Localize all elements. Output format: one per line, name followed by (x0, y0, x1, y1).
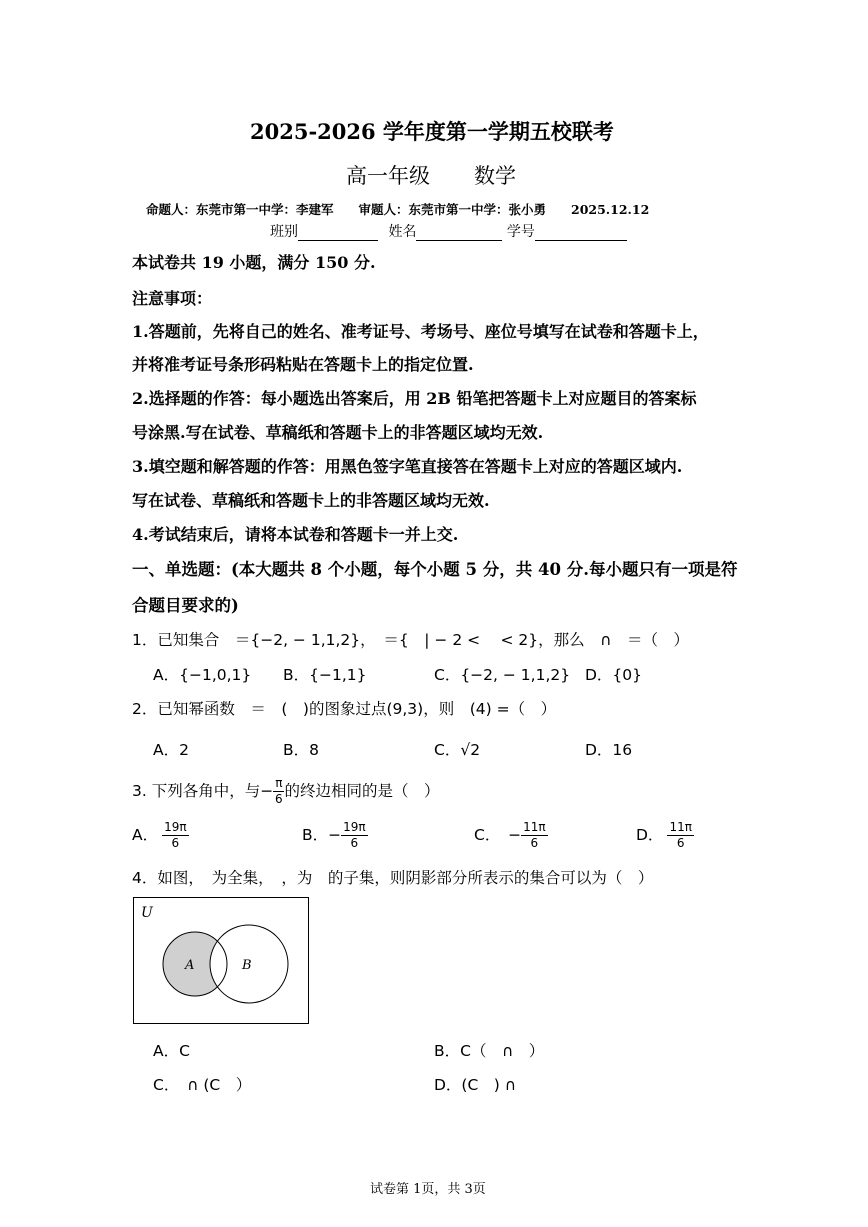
q4-option-b[interactable]: B．C（ ∩ ） (434, 1042, 545, 1060)
q1-stem: 1．已知集合 ＝{−2, − 1,1,2}， ＝{ | − 2 < < 2}，那么 ∩ ＝（ ） (132, 631, 690, 649)
note-2-line-1: 2.选择题的作答：每小题选出答案后，用 2B 铅笔把答题卡上对应题目的答案标 (132, 389, 697, 408)
exam-summary: 本试卷共 19 小题，满分 150 分. (132, 253, 376, 272)
q2-option-a[interactable]: A．2 (153, 741, 189, 759)
q3-a-num: 19π (164, 820, 187, 834)
page-footer: 试卷第 1页，共 3页 (370, 1182, 486, 1197)
q2-option-c-value: √2 (460, 741, 481, 759)
q3-option-d-label: D． (636, 826, 664, 844)
q3-option-c-fraction (521, 820, 548, 851)
q4-option-d[interactable]: D．(C ) ∩ (434, 1076, 517, 1094)
q3-d-den: 6 (676, 836, 685, 850)
q3-stem (132, 776, 439, 807)
section-1-heading-line-2: 合题目要求的) (132, 596, 239, 615)
id-field[interactable] (535, 226, 627, 241)
q3-c-num: 11π (523, 820, 546, 834)
q3-a-den: 6 (171, 836, 180, 850)
subject-label: 数学 (474, 164, 516, 188)
note-3-line-1: 3.填空题和解答题的作答：用黑色签字笔直接答在答题卡上对应的答题区域内. (132, 457, 683, 476)
q2-option-c-label: C． (434, 741, 461, 759)
grade-label: 高一年级 (346, 164, 430, 188)
q3-stem-den: 6 (275, 792, 283, 806)
q3-option-a-fraction (162, 820, 189, 851)
q2-option-d[interactable]: D．16 (585, 741, 633, 759)
q4-option-c[interactable]: C． ∩ (C ） (153, 1076, 252, 1094)
q3-stem-post: 的终边相同的是（ ） (284, 782, 440, 800)
student-info-line (270, 221, 627, 241)
note-2-line-2: 号涂黑.写在试卷、草稿纸和答题卡上的非答题区域均无效. (132, 423, 544, 442)
q3-c-den: 6 (530, 836, 539, 850)
q3-option-d-fraction (667, 820, 694, 851)
authors-line: 命题人：东莞市第一中学：李建军 审题人：东莞市第一中学：张小勇 2025.12.12 (146, 202, 650, 217)
venn-label-b: B (242, 958, 252, 973)
q3-option-c-label: C． − (474, 826, 522, 844)
q3-b-num: 19π (343, 820, 366, 834)
venn-diagram (133, 897, 310, 1025)
venn-label-a: A (185, 958, 195, 973)
q3-option-d[interactable] (636, 820, 694, 851)
q2-option-c[interactable] (434, 738, 480, 760)
q3-stem-pre: 3. 下列各角中，与− (132, 782, 274, 800)
q1-option-c[interactable]: C．{−2, − 1,1,2} (434, 666, 571, 684)
q3-stem-num: π (275, 776, 283, 790)
note-1-line-1: 1.答题前，先将自己的姓名、准考证号、考场号、座位号填写在试卷和答题卡上， (132, 322, 709, 341)
notes-title: 注意事项： (132, 289, 213, 308)
q3-option-c[interactable] (474, 820, 548, 851)
q3-option-b-fraction (341, 820, 368, 851)
q3-option-b-label: B．− (302, 826, 342, 844)
note-1-line-2: 并将准考证号条形码粘贴在答题卡上的指定位置. (132, 355, 474, 374)
q1-option-b[interactable]: B．{−1,1} (283, 666, 367, 684)
q3-b-den: 6 (350, 836, 359, 850)
note-3-line-2: 写在试卷、草稿纸和答题卡上的非答题区域均无效. (132, 491, 490, 510)
exam-title: 2025-2026 学年度第一学期五校联考 (250, 119, 614, 144)
class-label: 班别 (270, 224, 298, 240)
q3-option-a-label: A． (132, 826, 159, 844)
q4-stem: 4．如图， 为全集， ，为 的子集，则阴影部分所表示的集合可以为（ ） (132, 869, 654, 887)
q1-option-a[interactable]: A．{−1,0,1} (153, 666, 252, 684)
q1-option-d[interactable]: D．{0} (585, 666, 643, 684)
q3-stem-fraction (273, 776, 284, 807)
id-label: 学号 (506, 224, 535, 240)
q3-d-num: 11π (669, 820, 692, 834)
note-4: 4.考试结束后，请将本试卷和答题卡一并上交. (132, 525, 459, 544)
q3-option-a[interactable] (132, 820, 189, 851)
q2-stem: 2．已知幂函数 ＝ ( )的图象过点(9,3)，则 (4) =（ ） (132, 700, 557, 718)
name-field[interactable] (416, 226, 502, 241)
venn-label-u: U (141, 905, 153, 921)
name-label: 姓名 (388, 224, 417, 240)
section-1-heading-line-1: 一、单选题：(本大题共 8 个小题，每个小题 5 分，共 40 分.每小题只有一项是符 (132, 560, 738, 579)
q3-option-b[interactable] (302, 820, 368, 851)
class-field[interactable] (298, 226, 378, 241)
q2-option-b[interactable]: B．8 (283, 741, 319, 759)
q4-option-a[interactable]: A．C (153, 1042, 190, 1060)
